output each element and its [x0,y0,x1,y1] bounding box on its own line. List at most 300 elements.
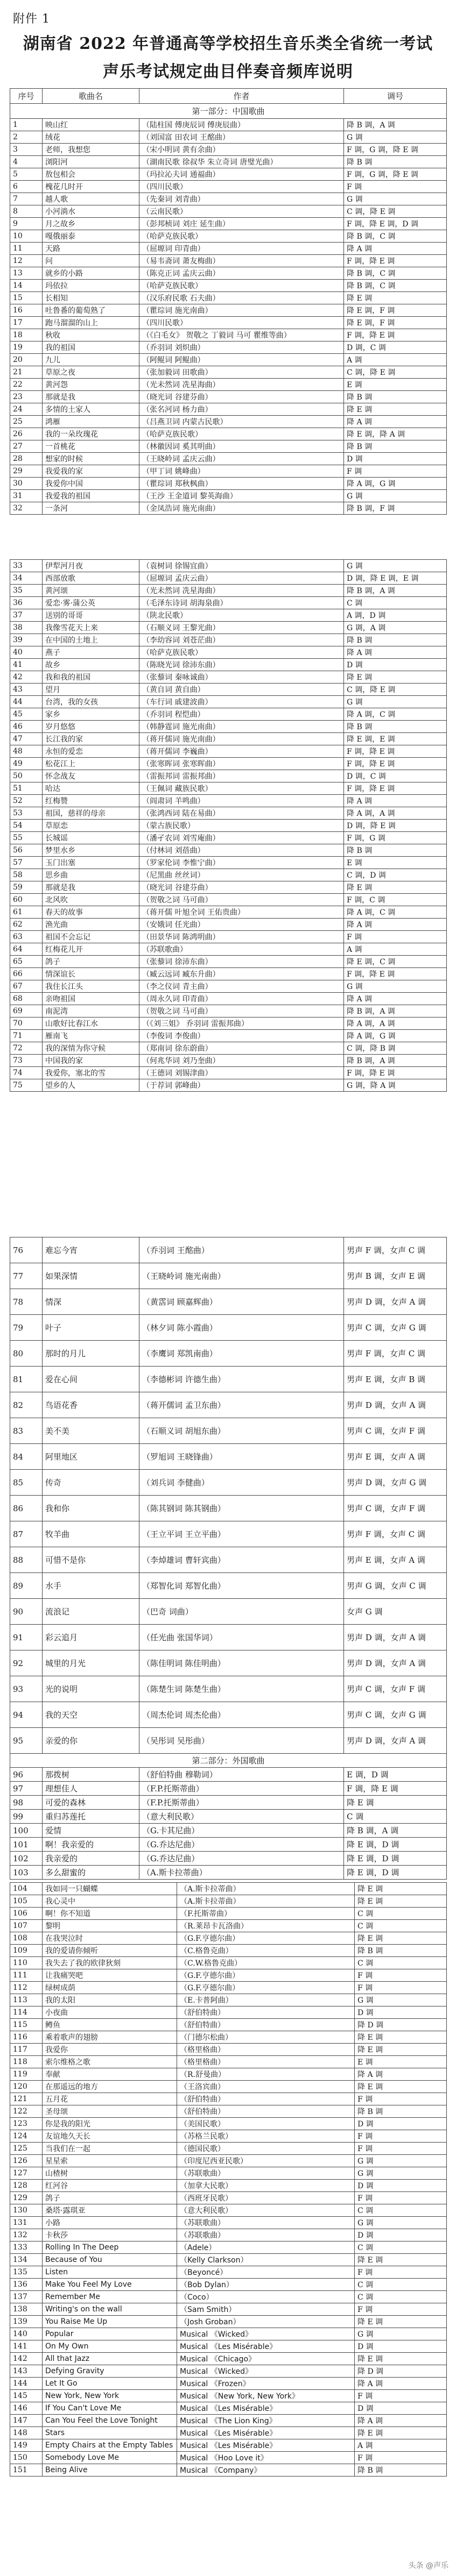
song-title: 可爱的森林 [43,1796,139,1810]
song-number: 89 [10,1573,43,1599]
song-author: （C.W.格鲁克曲） [177,1957,355,1969]
song-row [10,2464,447,2477]
song-author: （美国民歌） [177,2118,355,2130]
song-row [10,478,447,490]
song-number: 91 [10,1625,43,1650]
song-title: 鳟鱼 [43,2019,177,2031]
song-key: G 调 [344,490,447,502]
song-author: （韩静霆词 施光南曲） [139,721,344,733]
song-key: 降 E 调，E 调 [344,733,447,745]
song-key: 降 B 调，C 调 [344,230,447,243]
song-key: 女声 G 调 [344,1599,447,1625]
song-author: （袁树词 徐锡宜曲） [139,560,344,572]
song-key: G 调 [344,980,447,993]
song-key: 降 E 调，F 调 [344,304,447,317]
song-title: 渔光曲 [43,919,139,931]
song-key: 降 A 调 [344,243,447,255]
song-key: 降 E 调 [355,1932,447,1945]
song-author: （李鹰词 郑凯南曲） [139,1341,344,1367]
song-title: 奉献 [43,2068,177,2081]
song-number: 125 [10,2143,43,2155]
song-title: You Raise Me Up [43,2316,177,2328]
song-number: 99 [10,1810,43,1824]
song-key: 降 A 调，G 调 [344,1030,447,1042]
song-key: 降 E 调，C 调 [344,956,447,968]
song-key: 降 A 调，A 调 [344,1017,447,1030]
song-key: 降 E 调 [355,2427,447,2439]
song-title: 雁南飞 [43,1030,139,1042]
song-row [10,2192,447,2204]
song-title: 槐花几时开 [43,181,139,193]
song-number: 74 [10,1067,43,1079]
song-number: 126 [10,2155,43,2167]
song-author: Musical 《Les Misérable》 [177,2402,355,2415]
song-title: 问 [43,255,139,267]
song-row [10,943,447,956]
song-author: （罗家伦词 李惟宁曲） [139,857,344,869]
song-title: 鸽子 [43,956,139,968]
song-number: 151 [10,2464,43,2477]
song-number: 50 [10,770,43,782]
song-author: （F.P.托斯蒂曲） [139,1796,344,1810]
song-title: 叶子 [43,1315,139,1341]
song-author: （哈萨克族民歌） [139,428,344,440]
song-key: 降 B 调 [355,2464,447,2477]
song-title: 黎明 [43,1920,177,1932]
song-author: （意大利民歌） [177,2204,355,2217]
song-row [10,391,447,403]
song-key: E 调 [344,379,447,391]
song-number: 28 [10,453,43,465]
song-row [10,2452,447,2464]
song-row [10,1444,447,1470]
song-author: （F.托斯蒂曲） [177,1908,355,1920]
song-row [10,502,447,515]
song-number: 75 [10,1079,43,1092]
song-author: （张鸿西词 陆在易曲） [139,807,344,820]
song-author: （哈萨克族民歌） [139,646,344,659]
song-author: （蒋开儒词 李巍曲） [139,745,344,758]
song-number: 144 [10,2378,43,2390]
song-number: 13 [10,267,43,280]
song-author: （王晓岭词 施光南曲） [139,1263,344,1289]
song-number: 68 [10,993,43,1005]
song-row [10,131,447,144]
song-title: 可惜不是你 [43,1547,139,1573]
song-key: C 调 [355,1908,447,1920]
song-title: 圣母颂 [43,2105,177,2118]
song-title: Defying Gravity [43,2365,177,2378]
song-key: D 调 [355,2229,447,2241]
song-key: 降 E 调，D 调 [344,1852,447,1866]
song-author: （林夕词 陈小霞曲） [139,1315,344,1341]
song-number: 108 [10,1932,43,1945]
song-author: （晓光词 谷建芬曲） [139,881,344,894]
song-author: （苏联歌曲） [177,2167,355,2180]
song-number: 62 [10,919,43,931]
song-number: 90 [10,1599,43,1625]
song-author: （毛泽东诗词 胡海泉曲） [139,597,344,609]
song-number: 111 [10,1969,43,1982]
song-row [10,416,447,428]
song-title: 亲吻祖国 [43,993,139,1005]
song-author: （哈萨克族民歌） [139,280,344,292]
song-author: （蒙古族民歌） [139,820,344,832]
song-key: C 调 [355,2279,447,2291]
song-number: 56 [10,844,43,857]
song-author: （陆柱国 傅庚辰词 傅庚辰曲） [139,119,344,131]
song-author: （门德尔松曲） [177,2031,355,2044]
song-key: 男声 F 调，女声 C 调 [344,1521,447,1547]
song-title: 啊！我亲爱的 [43,1838,139,1852]
song-number: 85 [10,1470,43,1496]
song-title: 我的爱请你倾听 [43,1945,177,1957]
song-title: 望乡的人 [43,1079,139,1092]
song-author: （张寒晖词 张寒晖曲） [139,758,344,770]
song-key: D 调，降 E 调，E 调 [344,572,447,585]
song-key: 降 B 调 [344,156,447,168]
song-key: F 调，降 E 调 [344,1067,447,1079]
song-row [10,1625,447,1650]
song-row [10,646,447,659]
song-row [10,721,447,733]
song-author: （张藜词 徐沛东曲） [139,956,344,968]
song-row [10,218,447,230]
song-row [10,1067,447,1079]
song-row [10,894,447,906]
song-row [10,2303,447,2316]
song-author: （格里格曲） [177,2044,355,2056]
song-row [10,2378,447,2390]
song-row [10,341,447,354]
song-number: 49 [10,758,43,770]
song-title: 多情的土家人 [43,403,139,416]
song-key: C 调 [344,597,447,609]
song-row [10,2105,447,2118]
song-key: 降 E 调，D 调 [344,1838,447,1852]
song-row [10,2068,447,2081]
song-row [10,1315,447,1341]
song-author: Musical 《Wicked》 [177,2365,355,2378]
song-number: 39 [10,634,43,646]
song-title: 牧羊曲 [43,1521,139,1547]
song-author: （贺敬之词 马可曲） [139,1005,344,1017]
song-title: 如果深情 [43,1263,139,1289]
song-author: （Coco） [177,2291,355,2303]
song-title: 敖包相会 [43,168,139,181]
song-title: 那时的月儿 [43,1341,139,1367]
song-title: 光的说明 [43,1676,139,1702]
song-author: （舒伯特曲） [177,2019,355,2031]
song-key: 降 E 调 [355,2081,447,2093]
song-row [10,1824,447,1838]
song-author: （张名河词 杨力曲） [139,403,344,416]
song-number: 10 [10,230,43,243]
song-key: 男声 F 调，女声 C 调 [344,1237,447,1263]
song-author: （郑智化词 郑智化曲） [139,1573,344,1599]
song-number: 79 [10,1315,43,1341]
song-key: C 调 [355,2241,447,2254]
song-number: 6 [10,181,43,193]
song-key: G 调 [344,696,447,708]
song-title: 望月 [43,684,139,696]
song-title: 多么甜蜜的 [43,1866,139,1880]
song-key: 降 B 调 [344,634,447,646]
song-row [10,2143,447,2155]
song-number: 4 [10,156,43,168]
song-author: （刘兵词 李健曲） [139,1470,344,1496]
song-key: E 调，D 调 [344,1768,447,1782]
song-key: F 调 [355,2130,447,2143]
song-number: 83 [10,1418,43,1444]
song-title: 我的天空 [43,1702,139,1728]
song-title: 小路 [43,2217,177,2229]
song-author: （Josh Groban） [177,2316,355,2328]
song-number: 47 [10,733,43,745]
song-row [10,2118,447,2130]
song-row [10,1796,447,1810]
song-number: 59 [10,881,43,894]
song-title: Rolling In The Deep [43,2241,177,2254]
song-author: （雷振邦词 雷振邦曲） [139,770,344,782]
song-title: 啊！你不知道 [43,1908,177,1920]
song-key: C 调，D 调 [344,869,447,881]
song-number: 146 [10,2402,43,2415]
song-row [10,1263,447,1289]
song-key: D 调 [344,453,447,465]
song-number: 133 [10,2241,43,2254]
song-row [10,1470,447,1496]
song-author: Musical 《Les Misérable》 [177,2427,355,2439]
song-number: 132 [10,2229,43,2241]
song-row [10,1367,447,1392]
song-author: （苏联歌曲） [177,2217,355,2229]
song-author: （乔羽词 王酩曲） [139,1237,344,1263]
song-title: 家乡 [43,708,139,721]
song-author: Musical 《Chicago》 [177,2353,355,2365]
song-number: 15 [10,292,43,304]
song-number: 67 [10,980,43,993]
song-number: 103 [10,1866,43,1880]
song-title: 我爱我的家 [43,465,139,478]
song-row [10,906,447,919]
song-title: 那拨树 [43,1768,139,1782]
song-title: 乘着歌声的翅膀 [43,2031,177,2044]
song-title: 在我哭泣时 [43,1932,177,1945]
song-row [10,379,447,391]
song-key: D 调，C 调 [344,770,447,782]
song-number: 35 [10,585,43,597]
song-row [10,304,447,317]
song-title: All that Jazz [43,2353,177,2365]
song-key: F 调 [344,465,447,478]
song-row [10,2266,447,2279]
song-row [10,2427,447,2439]
song-number: 53 [10,807,43,820]
song-author: （阎肃词 羊鸣曲） [139,795,344,807]
song-title: 天路 [43,243,139,255]
song-number: 63 [10,931,43,943]
song-number: 44 [10,696,43,708]
song-key: 降 E 调 [344,671,447,684]
song-row [10,919,447,931]
song-author: （金凤浩词 施光南曲） [139,502,344,515]
song-row [10,609,447,622]
song-number: 104 [10,1883,43,1895]
song-row [10,708,447,721]
song-title: 阿里地区 [43,1444,139,1470]
song-row [10,280,447,292]
song-author: （西班牙民歌） [177,2192,355,2204]
song-key: 降 E 调 [355,1895,447,1908]
song-title: 长相知 [43,292,139,304]
song-number: 41 [10,659,43,671]
watermark: 头条 @声乐 [408,2561,448,2570]
song-number: 65 [10,956,43,968]
song-author: （甲丁词 姚峰曲） [139,465,344,478]
song-key: C 调，降 E 调 [344,684,447,696]
song-row [10,2353,447,2365]
song-key: C 调 [355,1957,447,1969]
song-author: （G.F.亨德尔曲） [177,1969,355,1982]
song-number: 3 [10,144,43,156]
song-title: 怀念战友 [43,770,139,782]
song-number: 29 [10,465,43,478]
song-key: C 调，降 B 调 [344,1042,447,1055]
song-key: 降 E 调 [344,403,447,416]
song-title: 红河谷 [43,2180,177,2192]
song-key: 降 B 调，A 调 [344,1055,447,1067]
song-title: 情深谊长 [43,968,139,980]
song-author: （Sam Smith） [177,2303,355,2316]
song-number: 148 [10,2427,43,2439]
song-author: （陈楚生词 陈楚生曲） [139,1676,344,1702]
song-key: C 调，降 E 调 [344,366,447,379]
song-title: 永恒的爱恋 [43,745,139,758]
song-row [10,795,447,807]
song-number: 46 [10,721,43,733]
song-row [10,317,447,329]
song-row [10,1599,447,1625]
song-key: F 调 [355,2143,447,2155]
song-number: 21 [10,366,43,379]
song-row [10,2093,447,2105]
song-number: 135 [10,2266,43,2279]
song-key: 降 A 调，G 调 [344,478,447,490]
song-key: 降 E 调 [344,881,447,894]
song-key: C 调 [355,2204,447,2217]
song-number: 36 [10,597,43,609]
song-key: C 调 [344,1810,447,1824]
song-title: 城里的月光 [43,1650,139,1676]
song-author: （王佩词 藏族民歌） [139,782,344,795]
song-title: Because of You [43,2254,177,2266]
song-row [10,1945,447,1957]
song-title: 爱恋·雾·蒲公英 [43,597,139,609]
song-author: （屈塬词 印青曲） [139,243,344,255]
song-title: 祖国不会忘记 [43,931,139,943]
song-title: 嘎俄丽泰 [43,230,139,243]
song-row [10,1895,447,1908]
song-row [10,1866,447,1880]
song-row [10,980,447,993]
song-author: （G.F.亨德尔曲） [177,1982,355,1994]
song-author: （Beyoncé） [177,2266,355,2279]
song-number: 43 [10,684,43,696]
song-row [10,585,447,597]
song-key: 男声 E 调，女声 A 调 [344,1444,447,1470]
song-key: G 调 [355,2155,447,2167]
song-title: Listen [43,2266,177,2279]
song-title: 秋收 [43,329,139,341]
song-author: （石顺义词 胡旭东曲） [139,1418,344,1444]
song-row [10,659,447,671]
song-author: （乔羽词 程恺曲） [139,708,344,721]
song-key: 男声 E 调，女声 B 调 [344,1367,447,1392]
song-number: 42 [10,671,43,684]
song-row [10,354,447,366]
song-title: 岁月悠悠 [43,721,139,733]
song-title: 鸿雁 [43,416,139,428]
song-author: （王沙 王金道词 黎英海曲） [139,490,344,502]
song-author: （任光曲 张国华词） [139,1625,344,1650]
song-key: G 调 [355,2217,447,2229]
song-author: （哈萨克族民歌） [139,230,344,243]
song-author: （舒伯特曲 穆勒词） [139,1768,344,1782]
song-title: 我爱我的祖国 [43,490,139,502]
song-number: 139 [10,2316,43,2328]
song-key: 降 B 调，A 调 [344,585,447,597]
song-row [10,1676,447,1702]
song-number: 127 [10,2167,43,2180]
song-key: 降 A 调 [355,2415,447,2427]
song-key: 降 B 调 [344,844,447,857]
song-author: （光未然词 冼星海曲） [139,585,344,597]
song-title: 我爱你，塞北的雪 [43,1067,139,1079]
song-number: 33 [10,560,43,572]
song-title: 燕子 [43,646,139,659]
song-row [10,820,447,832]
song-author: （Adele） [177,2241,355,2254]
song-author: （王德词 刘锡津曲） [139,1067,344,1079]
song-key: F 调 [355,2093,447,2105]
song-author: （于荐词 郭峰曲） [139,1079,344,1092]
song-row [10,2204,447,2217]
song-author: Musical 《Hoo Love it》 [177,2452,355,2464]
song-author: （格里格曲） [177,2056,355,2068]
song-key: 降 B 调 [355,2105,447,2118]
song-key: E 调 [355,2056,447,2068]
repertoire-table-section-3 [10,1237,446,1880]
song-author: （李幼容词 刘苍茫曲） [139,634,344,646]
song-title: 星星索 [43,2155,177,2167]
song-title: 我的一朵玫瑰花 [43,428,139,440]
song-author: （湖南民歌 徐叔华 朱立奇词 唐璧光曲） [139,156,344,168]
song-number: 20 [10,354,43,366]
song-row [10,758,447,770]
song-key: F 调，降 E 调 [344,1782,447,1796]
song-author: （A.斯卡拉蒂曲） [177,1883,355,1895]
song-author: （宋小明词 黄有余曲） [139,144,344,156]
song-row [10,881,447,894]
song-row [10,1341,447,1367]
song-title: 重归苏莲托 [43,1810,139,1824]
song-key: F 调 [355,2390,447,2402]
song-row [10,267,447,280]
song-author: （周杰伦词 周杰伦曲） [139,1702,344,1728]
song-row [10,1030,447,1042]
song-row [10,2180,447,2192]
